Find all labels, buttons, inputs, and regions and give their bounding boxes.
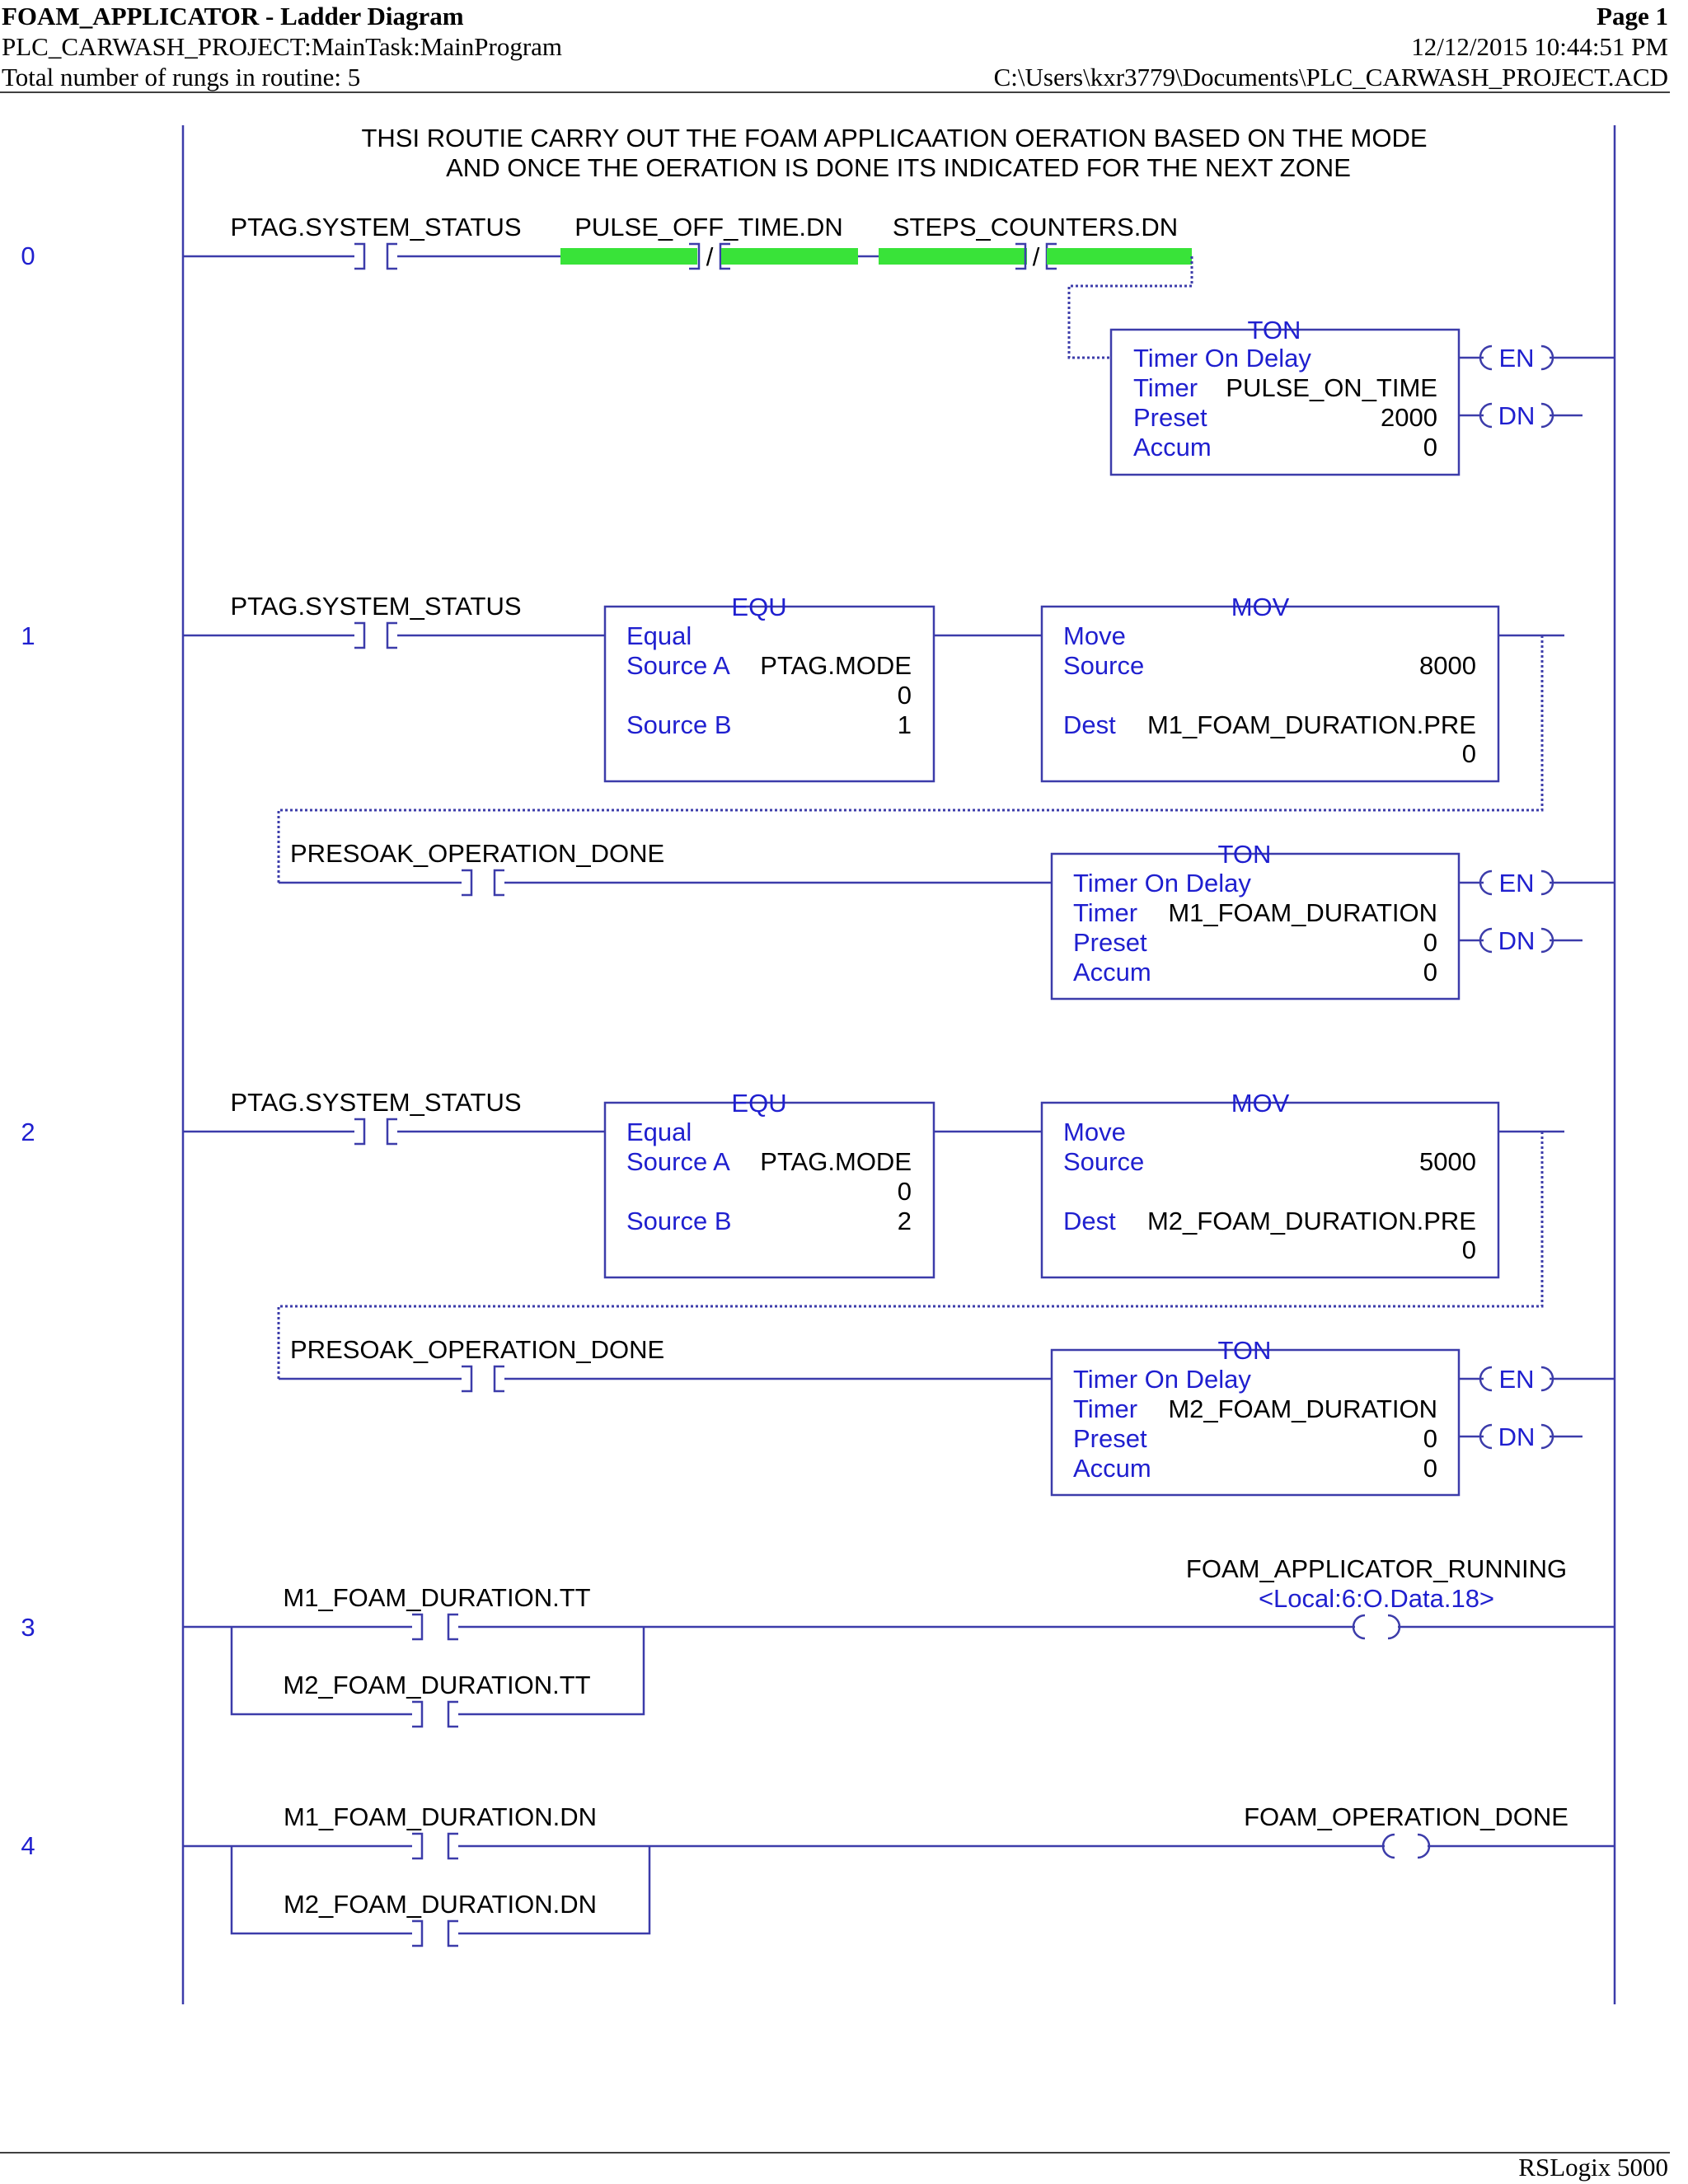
block-type: EQU [731,593,787,621]
en-output-icon [1480,1365,1553,1394]
output-coil-foam-operation-done[interactable] [1244,1802,1568,1858]
contact-no-presoak-done[interactable] [290,1335,664,1391]
contact-no-system-status[interactable] [230,213,521,269]
en-output-icon [1480,869,1553,898]
field-label: Source A [626,651,730,680]
rung-comment-line1: THSI ROUTIE CARRY OUT THE FOAM APPLICAATION OERATION BASED ON THE MODE [361,124,1428,152]
contact-no-system-status[interactable] [230,592,521,648]
field-label: Source B [626,710,732,739]
field-label: Source [1063,651,1145,680]
product-name: RSLogix 5000 [1518,2153,1668,2182]
page-footer [0,2153,1670,2182]
nc-slash-icon: / [1032,242,1040,271]
rung-0[interactable] [21,213,1615,475]
energized-highlight [560,248,697,265]
rung-number: 0 [21,241,35,270]
field-label: Timer [1073,898,1138,927]
timer-tag: PULSE_ON_TIME [1226,373,1437,402]
accum-value: 0 [1423,1454,1437,1483]
coil-alias-label: <Local:6:O.Data.18> [1258,1584,1495,1613]
equ-block-mode-2[interactable] [605,1089,934,1277]
preset-value: 2000 [1381,403,1437,432]
block-type: TON [1217,840,1272,869]
equ-block-mode-1[interactable] [605,593,934,781]
ton-block-pulse-on-time[interactable] [1111,316,1459,475]
source-a-value: 0 [897,681,912,710]
dn-output-icon [1480,1422,1553,1451]
rung-comment-line2: AND ONCE THE OERATION IS DONE ITS INDICATED FOR THE NEXT ZONE [446,153,1351,182]
print-datetime: 12/12/2015 10:44:51 PM [1411,32,1668,61]
contact-no-m1-foam-dn[interactable] [284,1802,597,1858]
program-path: PLC_CARWASH_PROJECT:MainTask:MainProgram [2,32,563,61]
field-label: Dest [1063,710,1116,739]
rung-number: 2 [21,1118,35,1146]
block-title: Timer On Delay [1073,869,1251,898]
block-title: Timer On Delay [1133,344,1311,373]
contact-no-presoak-done[interactable] [290,839,664,895]
source-b-value: 2 [897,1207,912,1235]
block-title: Equal [626,1118,692,1146]
block-type: MOV [1231,593,1290,621]
accum-value: 0 [1423,433,1437,462]
rung-number: 4 [21,1831,35,1860]
contact-tag-label: M2_FOAM_DURATION.TT [283,1671,591,1699]
field-label: Preset [1073,928,1147,957]
contact-tag-label: PTAG.SYSTEM_STATUS [230,1088,522,1117]
rung-1[interactable] [21,592,1615,999]
block-type: TON [1217,1336,1272,1365]
source-a-tag: PTAG.MODE [760,651,912,680]
field-label: Timer [1133,373,1198,402]
coil-icon [1353,1615,1400,1638]
contact-no-system-status[interactable] [230,1088,521,1144]
contact-tag-label: PTAG.SYSTEM_STATUS [230,213,522,241]
energized-highlight [1047,248,1192,265]
field-label: Accum [1073,1454,1151,1483]
preset-value: 0 [1423,1424,1437,1453]
rung-3[interactable] [21,1554,1615,1727]
source-a-tag: PTAG.MODE [760,1147,912,1176]
field-label: Source A [626,1147,730,1176]
accum-value: 0 [1423,958,1437,987]
en-output-icon [1480,344,1553,373]
timer-tag: M1_FOAM_DURATION [1168,898,1437,927]
contact-tag-label: PRESOAK_OPERATION_DONE [290,1335,665,1364]
block-type: TON [1247,316,1301,344]
field-label: Dest [1063,1207,1116,1235]
coil-tag-label: FOAM_APPLICATOR_RUNNING [1185,1554,1568,1583]
page-header [0,2,1670,92]
mov-block-m1-preset[interactable] [1042,593,1498,781]
routine-title: FOAM_APPLICATOR - Ladder Diagram [2,2,464,30]
en-label: EN [1498,344,1535,373]
nc-slash-icon: / [706,242,714,271]
block-title: Move [1063,621,1126,650]
dest-tag: M1_FOAM_DURATION.PRE [1146,710,1476,739]
ton-block-m2-foam-duration[interactable] [1052,1336,1459,1495]
mov-block-m2-preset[interactable] [1042,1089,1498,1277]
preset-value: 0 [1423,928,1437,957]
field-label: Accum [1073,958,1151,987]
coil-tag-label: FOAM_OPERATION_DONE [1244,1802,1568,1831]
ton-block-m1-foam-duration[interactable] [1052,840,1459,999]
page-number: Page 1 [1597,2,1668,30]
field-label: Source B [626,1207,732,1235]
dn-label: DN [1498,926,1536,955]
field-label: Source [1063,1147,1145,1176]
contact-tag-label: M1_FOAM_DURATION.DN [283,1802,598,1831]
source-b-value: 1 [897,710,912,739]
dest-tag: M2_FOAM_DURATION.PRE [1146,1207,1476,1235]
contact-tag-label: STEPS_COUNTERS.DN [892,213,1179,241]
dn-output-icon [1480,926,1553,955]
project-file-path: C:\Users\kxr3779\Documents\PLC_CARWASH_PROJECT.ACD [993,63,1668,91]
field-label: Preset [1133,403,1207,432]
source-value: 8000 [1419,651,1476,680]
contact-tag-label: PULSE_OFF_TIME.DN [574,213,843,241]
energized-highlight [879,248,1027,265]
rung-count: Total number of rungs in routine: 5 [2,63,361,91]
output-coil-foam-running[interactable] [1186,1554,1567,1638]
contact-no-m2-foam-dn[interactable] [284,1890,597,1946]
contact-tag-label: PTAG.SYSTEM_STATUS [230,592,522,621]
energized-highlight [721,248,858,265]
field-label: Preset [1073,1424,1147,1453]
source-a-value: 0 [897,1177,912,1206]
rung-4[interactable] [21,1802,1615,1946]
dest-value: 0 [1461,739,1476,768]
coil-icon [1383,1835,1429,1858]
field-label: Accum [1133,433,1212,462]
dest-value: 0 [1461,1235,1476,1264]
contact-no-m2-foam-tt[interactable] [283,1671,590,1727]
block-title: Equal [626,621,692,650]
source-value: 5000 [1419,1147,1476,1176]
dn-label: DN [1498,401,1536,430]
rung-number: 3 [21,1613,35,1642]
rung-2[interactable] [21,1088,1615,1495]
contact-tag-label: M1_FOAM_DURATION.TT [283,1583,591,1612]
contact-no-m1-foam-tt[interactable] [283,1583,590,1639]
timer-tag: M2_FOAM_DURATION [1168,1394,1437,1423]
block-title: Move [1063,1118,1126,1146]
branch-wire [1069,256,1192,358]
field-label: Timer [1073,1394,1138,1423]
dn-output-icon [1480,401,1553,430]
rung-number: 1 [21,621,35,650]
block-type: MOV [1231,1089,1290,1118]
contact-tag-label: PRESOAK_OPERATION_DONE [290,839,665,868]
en-label: EN [1498,869,1535,898]
block-type: EQU [731,1089,787,1118]
block-title: Timer On Delay [1073,1365,1251,1394]
en-label: EN [1498,1365,1535,1394]
contact-tag-label: M2_FOAM_DURATION.DN [283,1890,598,1919]
dn-label: DN [1498,1422,1536,1451]
